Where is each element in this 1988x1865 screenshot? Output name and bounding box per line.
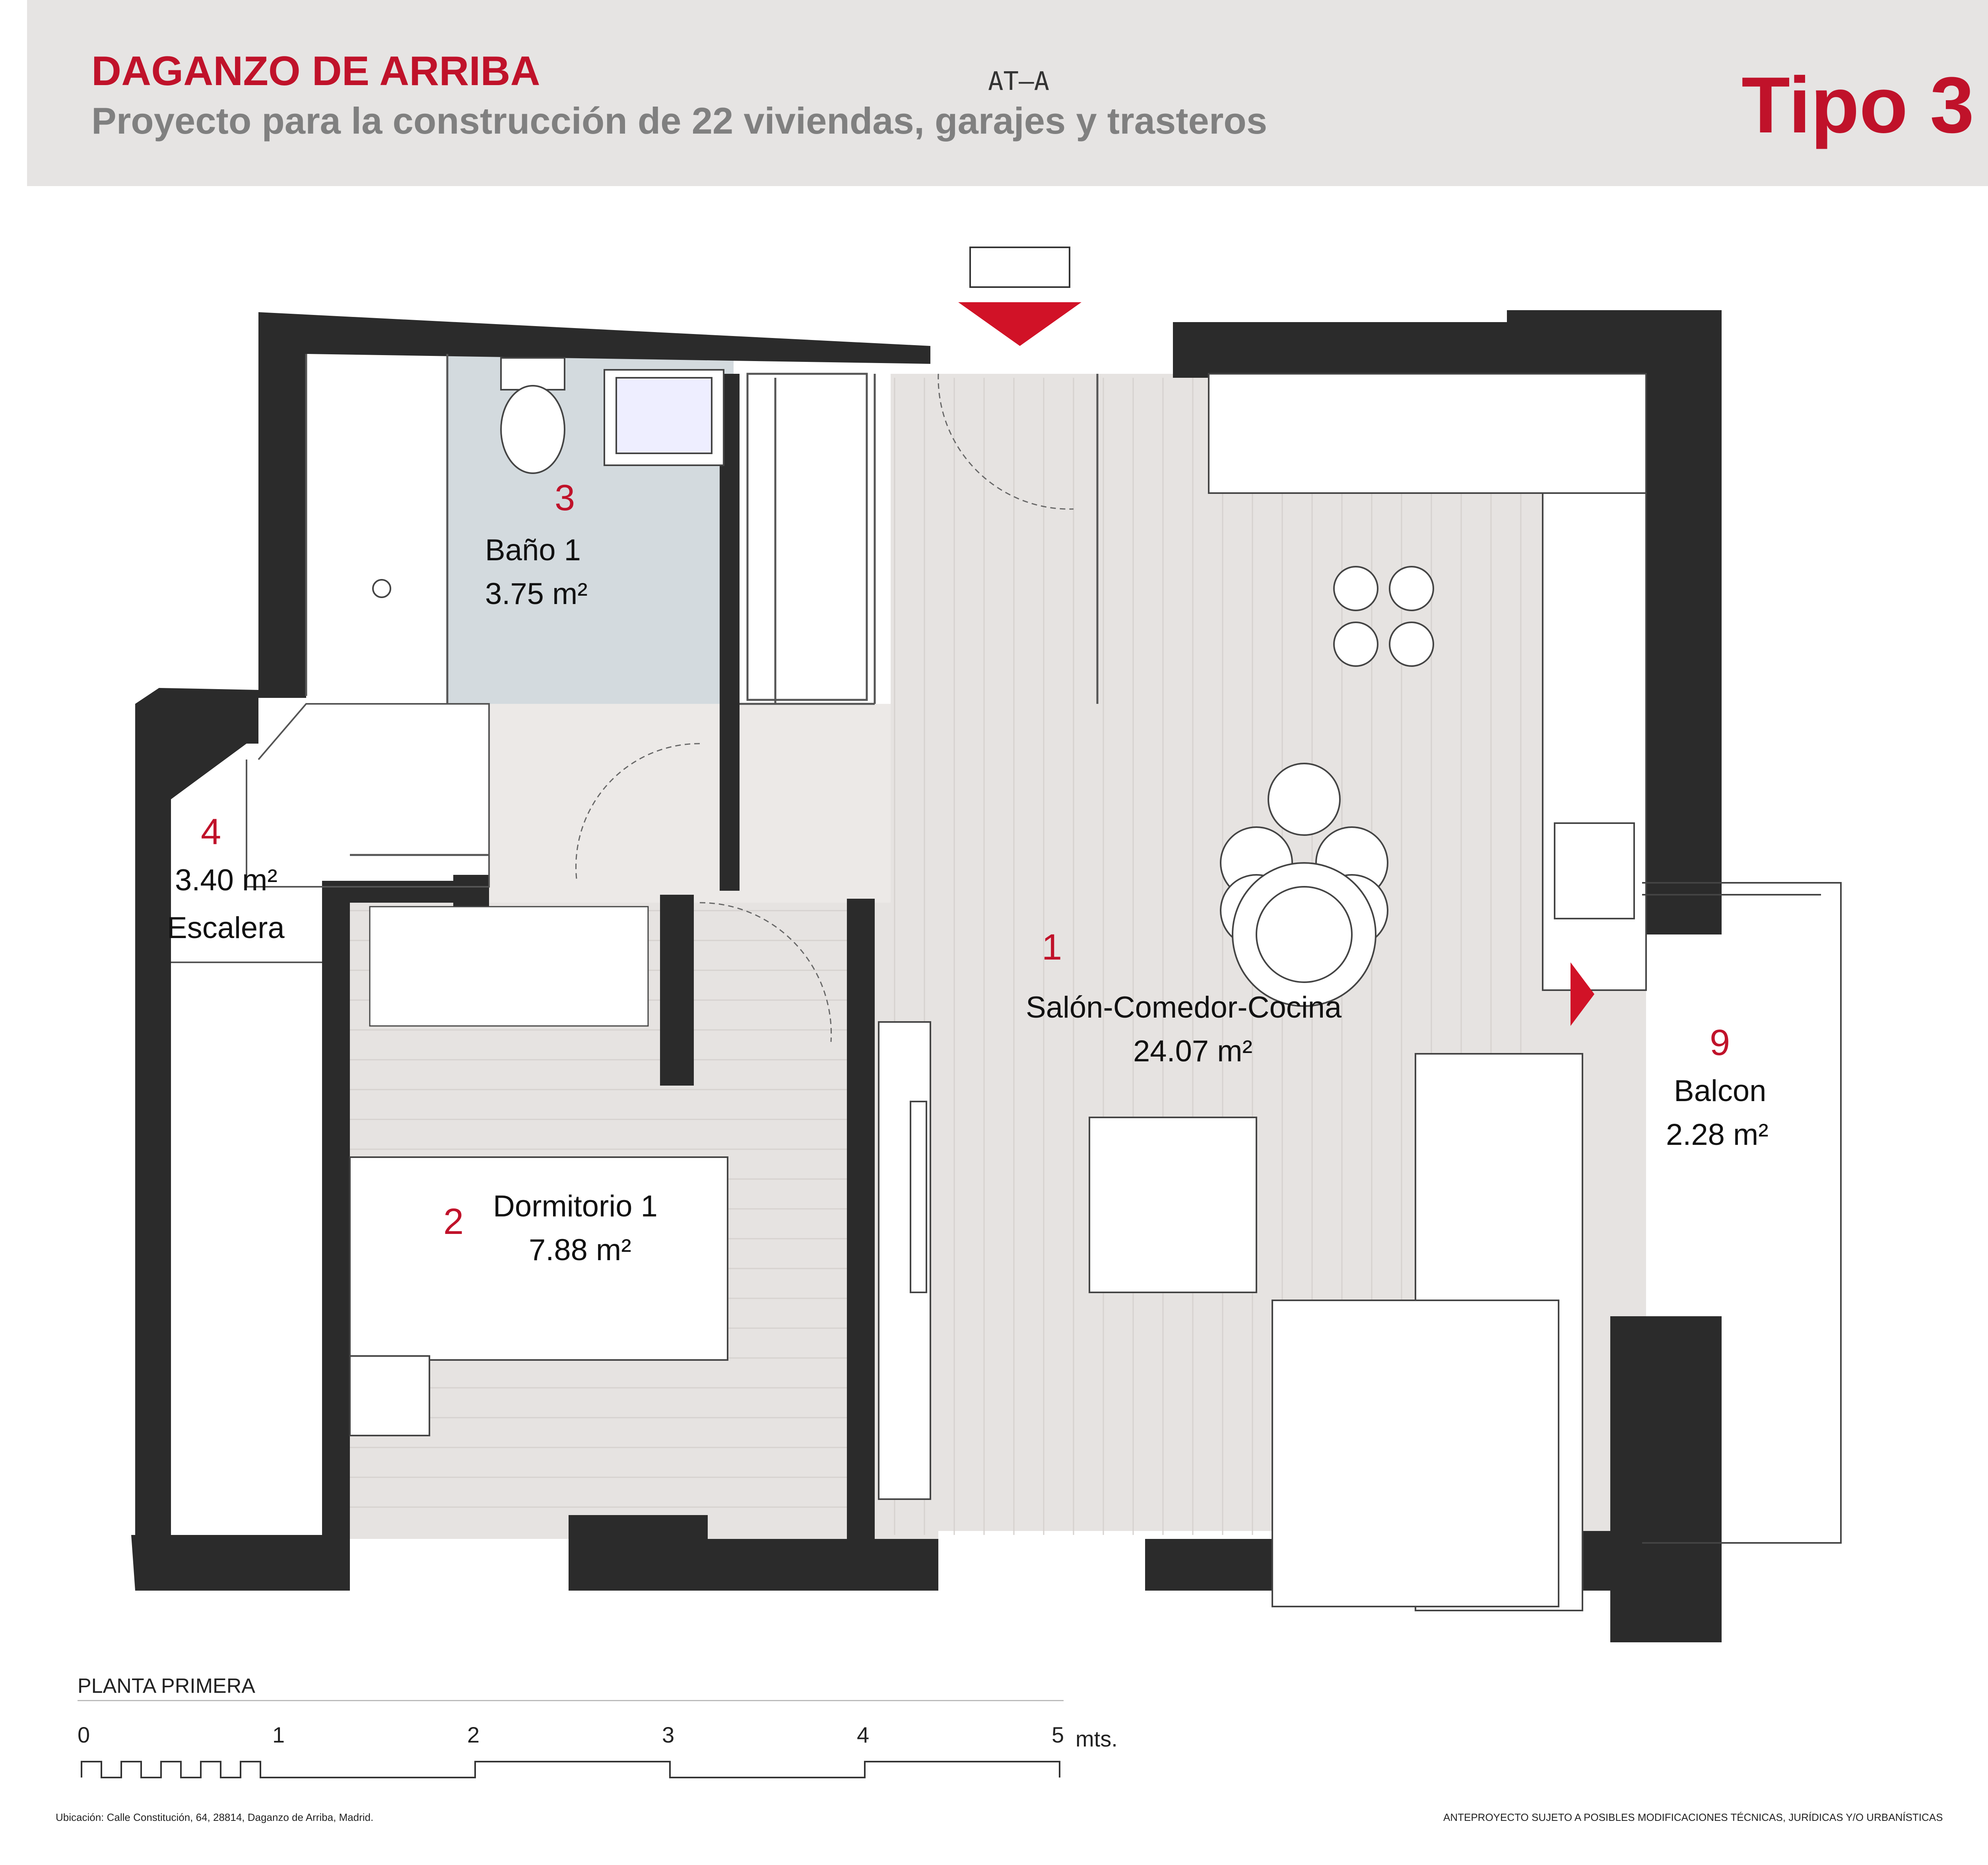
room-4-area: 3.40 m² <box>175 863 278 897</box>
scale-title: PLANTA PRIMERA <box>78 1675 255 1698</box>
scale-tick-label: 0 <box>78 1722 90 1747</box>
room-1-area: 24.07 m² <box>1133 1034 1252 1068</box>
scale-tick-label: 4 <box>857 1722 870 1747</box>
room-2-area: 7.88 m² <box>529 1233 631 1267</box>
room-2-name: Dormitorio 1 <box>493 1189 658 1223</box>
room-9-name: Balcon <box>1674 1074 1767 1108</box>
scale-bar <box>78 1754 1072 1781</box>
scale-tick-label: 1 <box>272 1722 285 1747</box>
scale-tick-label: 5 <box>1052 1722 1064 1747</box>
project-subtitle: Proyecto para la construcción de 22 viviendas, garajes y trasteros <box>91 100 1268 142</box>
room-9-area: 2.28 m² <box>1666 1118 1769 1152</box>
scale-tick-label: 2 <box>467 1722 480 1747</box>
floor-plan <box>0 187 1988 1642</box>
footer-disclaimer: ANTEPROYECTO SUJETO A POSIBLES MODIFICACIONES TÉCNICAS, JURÍDICAS Y/O URBANÍSTICAS <box>1443 1811 1943 1823</box>
project-name: DAGANZO DE ARRIBA <box>91 48 540 94</box>
room-3-number: 3 <box>555 478 575 518</box>
room-9-number: 9 <box>1710 1022 1730 1063</box>
unit-type: Tipo 3 <box>1741 61 1974 150</box>
room-3-name: Baño 1 <box>485 533 581 567</box>
room-2-number: 2 <box>443 1201 464 1242</box>
room-1-number: 1 <box>1042 927 1062 967</box>
scale-tick-label: 3 <box>662 1722 675 1747</box>
room-4-number: 4 <box>201 812 221 852</box>
wardrobes <box>370 907 648 1026</box>
room-1-name: Salón-Comedor-Cocina <box>1026 991 1342 1024</box>
footer-location: Ubicación: Calle Constitución, 64, 28814, Daganzo de Arriba, Madrid. <box>56 1811 374 1823</box>
section-tag: AT—A <box>988 67 1050 96</box>
room-3-area: 3.75 m² <box>485 577 588 611</box>
room-4-name: Escalera <box>167 911 285 945</box>
scale-unit: mts. <box>1076 1726 1118 1751</box>
scale-rule <box>78 1700 1064 1701</box>
